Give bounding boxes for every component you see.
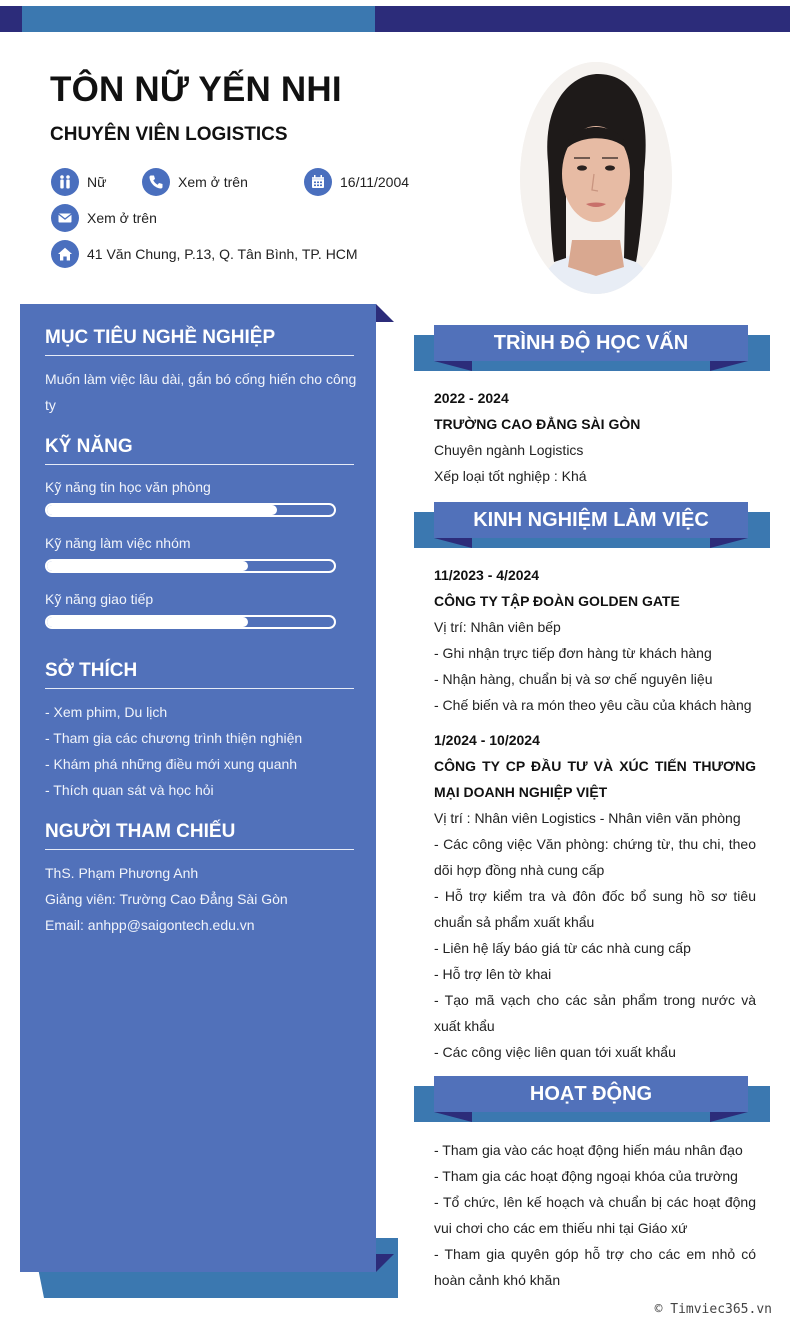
- job-task: - Nhận hàng, chuẩn bị và sơ chế nguyên liệu: [434, 671, 713, 687]
- email-info: [51, 204, 157, 232]
- left-panel-fold-top: [376, 304, 394, 322]
- job-task: - Liên hệ lấy báo giá từ các nhà cung cấp: [434, 940, 691, 956]
- activity-item: - Tham gia quyên góp hỗ trợ cho các em nhỏ có hoàn cảnh khó khăn: [434, 1246, 756, 1288]
- activity-item: - Tổ chức, lên kế hoạch và chuẩn bị các hoạt động vui chơi cho các em thiếu nhi tại Giáo xứ: [434, 1194, 756, 1236]
- job-task: - Các công việc Văn phòng: chứng từ, thu chi, theo dõi hợp đồng nhà cung cấp: [434, 836, 756, 878]
- job-period: 1/2024 - 10/2024: [434, 732, 540, 748]
- home-icon: [51, 240, 79, 268]
- skill-bar-fill: [47, 505, 277, 515]
- address-value: 41 Văn Chung, P.13, Q. Tân Bình, TP. HCM: [87, 246, 358, 262]
- activities-section: [434, 1137, 756, 1293]
- phone-icon: [142, 168, 170, 196]
- job-period: 11/2023 - 4/2024: [434, 567, 540, 583]
- job-task: - Hỗ trợ lên tờ khai: [434, 966, 552, 982]
- footer-watermark: © Timviec365.vn: [654, 1302, 772, 1317]
- list-item: - Thích quan sát và học hỏi: [45, 782, 214, 798]
- reference-email: Email: anhpp@saigontech.edu.vn: [45, 917, 255, 933]
- skill-bar: [45, 503, 336, 517]
- phone-value: Xem ở trên: [178, 174, 248, 190]
- list-item: - Xem phim, Du lịch: [45, 704, 168, 720]
- objective-title: MỤC TIÊU NGHỀ NGHIỆP: [45, 327, 354, 356]
- job-company: CÔNG TY TẬP ĐOÀN GOLDEN GATE: [434, 593, 680, 609]
- address-info: [51, 240, 358, 268]
- gender-info: [51, 168, 106, 196]
- activity-item: - Tham gia các hoạt động ngoại khóa của trường: [434, 1168, 738, 1184]
- job-task: - Hỗ trợ kiểm tra và đôn đốc bổ sung hồ sơ tiêu chuẩn sả phẩm xuất khẩu: [434, 888, 756, 930]
- job-position: Vị trí: Nhân viên bếp: [434, 619, 561, 635]
- activities-title: HOẠT ĐỘNG: [434, 1076, 748, 1112]
- job-position: Vị trí : Nhân viên Logistics - Nhân viên văn phòng: [434, 810, 741, 826]
- job-task: - Ghi nhận trực tiếp đơn hàng từ khách hàng: [434, 645, 712, 661]
- school-name: TRƯỜNG CAO ĐẲNG SÀI GÒN: [434, 416, 641, 432]
- skill-bar-fill: [47, 561, 248, 571]
- birthday-value: 16/11/2004: [340, 174, 410, 190]
- job-task: - Các công việc liên quan tới xuất khẩu: [434, 1044, 676, 1060]
- skill-bar-fill: [47, 617, 248, 627]
- activity-item: - Tham gia vào các hoạt động hiến máu nhân đạo: [434, 1142, 743, 1158]
- phone-info: [142, 168, 248, 196]
- skill-label: Kỹ năng giao tiếp: [45, 591, 154, 607]
- envelope-icon: [51, 204, 79, 232]
- education-banner: [414, 325, 770, 361]
- skill-bar: [45, 615, 336, 629]
- education-title: TRÌNH ĐỘ HỌC VẤN: [434, 325, 748, 361]
- activities-banner: [414, 1076, 770, 1112]
- reference-title: NGƯỜI THAM CHIẾU: [45, 821, 354, 850]
- reference-workplace: Giảng viên: Trường Cao Đẳng Sài Gòn: [45, 891, 288, 907]
- skill-label: Kỹ năng tin học văn phòng: [45, 479, 211, 495]
- candidate-name: TÔN NỮ YẾN NHI: [50, 70, 342, 109]
- list-item: - Khám phá những điều mới xung quanh: [45, 756, 298, 772]
- education-major: Chuyên ngành Logistics: [434, 442, 584, 458]
- calendar-icon: [304, 168, 332, 196]
- gender-icon: [51, 168, 79, 196]
- candidate-role: CHUYÊN VIÊN LOGISTICS: [50, 124, 288, 145]
- experience-banner: [414, 502, 770, 538]
- hobbies-title: SỞ THÍCH: [45, 660, 354, 689]
- job-2: [434, 727, 756, 1065]
- reference-name: ThS. Phạm Phương Anh: [45, 865, 199, 881]
- job-task: - Tạo mã vạch cho các sản phẩm trong nước và xuất khẩu: [434, 992, 756, 1034]
- skills-title: KỸ NĂNG: [45, 436, 354, 465]
- list-item: - Tham gia các chương trình thiện nghiện: [45, 730, 303, 746]
- hobbies-list: [45, 699, 357, 803]
- skill-bar: [45, 559, 336, 573]
- skill-label: Kỹ năng làm việc nhóm: [45, 535, 191, 551]
- job-task: - Chế biến và ra món theo yêu cầu của khách hàng: [434, 697, 752, 713]
- experience-title: KINH NGHIỆM LÀM VIỆC: [434, 502, 748, 538]
- top-bar: [0, 6, 790, 32]
- top-bar-accent: [22, 6, 375, 32]
- job-company: CÔNG TY CP ĐẦU TƯ VÀ XÚC TIẾN THƯƠNG MẠI DOANH NGHIỆP VIỆT: [434, 758, 756, 800]
- gender-value: Nữ: [87, 174, 107, 190]
- education-section: [434, 385, 756, 489]
- objective-text: Muốn làm việc lâu dài, gắn bó cống hiến cho công ty: [45, 371, 357, 413]
- job-1: [434, 562, 756, 718]
- education-grade: Xếp loại tốt nghiệp : Khá: [434, 468, 587, 484]
- education-period: 2022 - 2024: [434, 390, 509, 406]
- reference-list: [45, 860, 357, 938]
- profile-photo: [520, 62, 672, 294]
- email-value: Xem ở trên: [87, 210, 157, 226]
- birthday-info: [304, 168, 409, 196]
